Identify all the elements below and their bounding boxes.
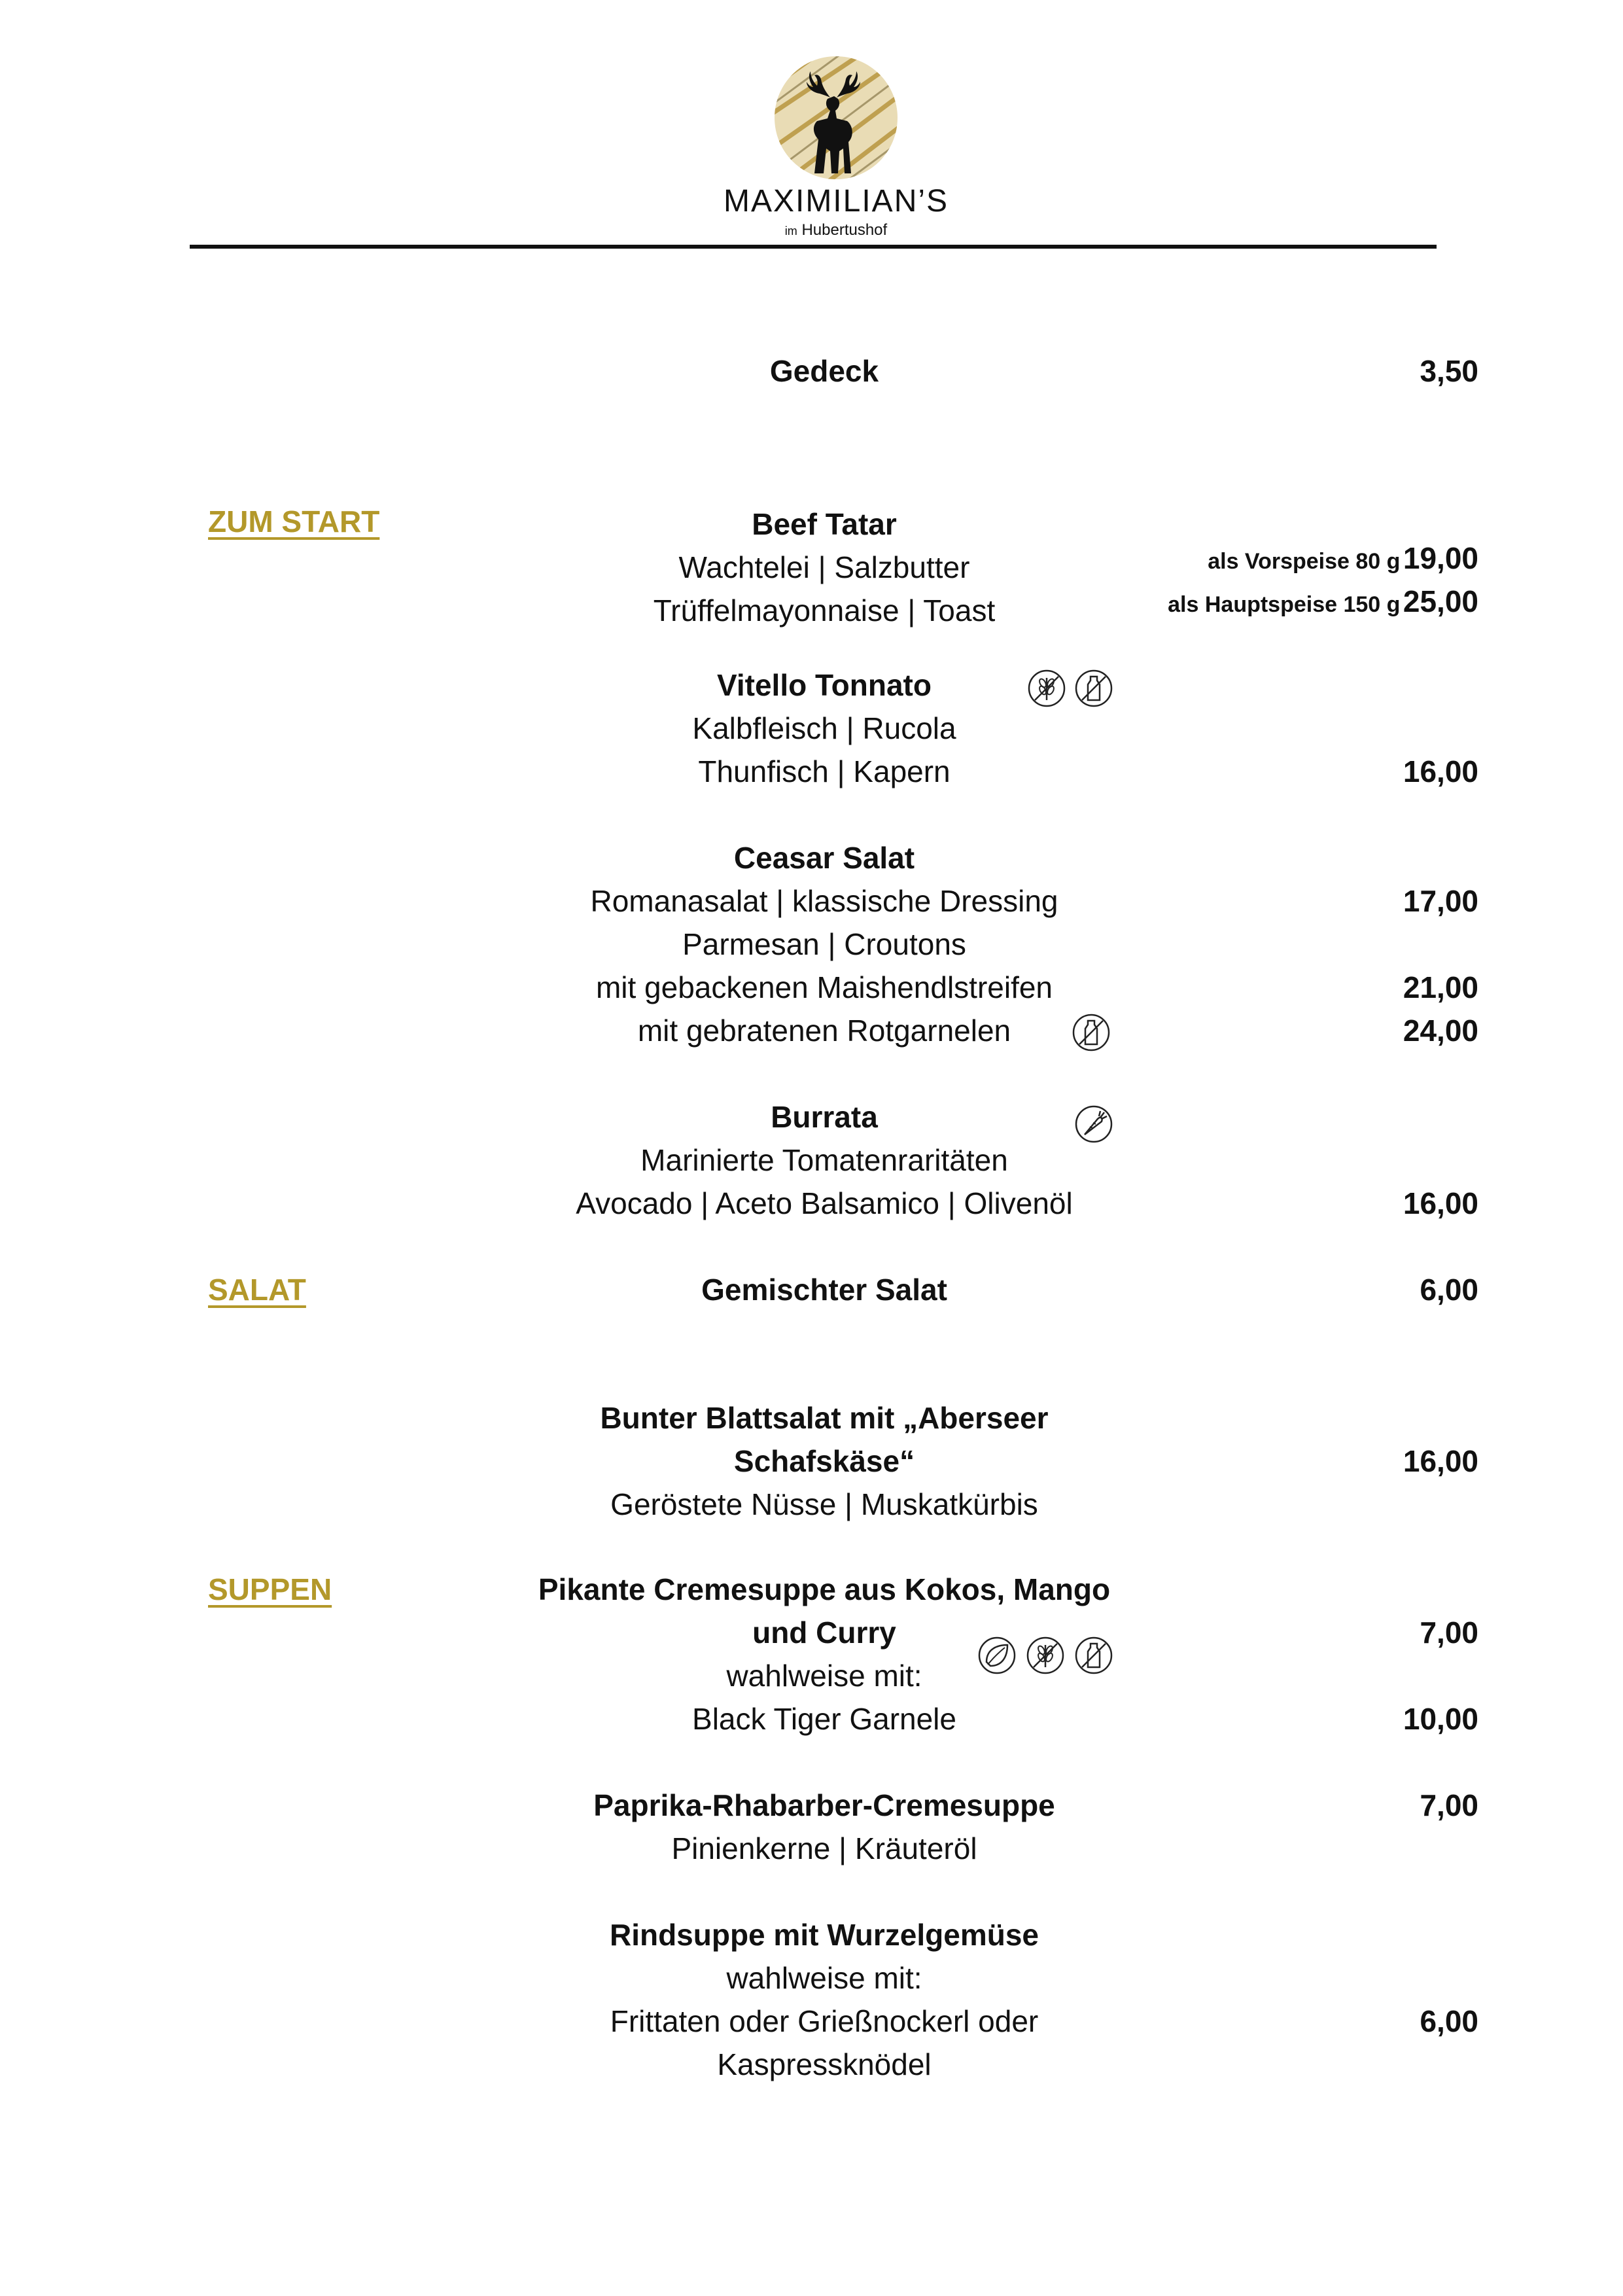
paprika-soup-price: 7,00 bbox=[1420, 1788, 1478, 1822]
vitello-price: 16,00 bbox=[1403, 754, 1478, 788]
dish-line: Parmesan | Croutons bbox=[682, 927, 966, 961]
caesar-price-chicken: 21,00 bbox=[1403, 970, 1478, 1004]
header-divider bbox=[190, 245, 1437, 249]
dish-line: Kalbfleisch | Rucola bbox=[692, 711, 956, 745]
curry-soup-prawn-price: 10,00 bbox=[1403, 1702, 1478, 1736]
price-label: als Hauptspeise 150 g bbox=[1168, 592, 1401, 617]
dish-line: wahlweise mit: bbox=[726, 1961, 922, 1995]
dish-title: und Curry bbox=[752, 1616, 896, 1650]
dish-title: Rindsuppe mit Wurzelgemüse bbox=[609, 1918, 1039, 1952]
dish-line: Frittaten oder Grießnockerl oder bbox=[610, 2004, 1039, 2038]
caesar-price-prawns: 24,00 bbox=[1403, 1014, 1478, 1048]
section-zum-start: ZUM START bbox=[208, 504, 380, 539]
dish-leaf-salad bbox=[497, 1396, 1151, 1526]
dish-line: Romanasalat | klassische Dressing bbox=[590, 884, 1058, 918]
dish-title: Vitello Tonnato bbox=[717, 668, 932, 702]
leaf-salad-price: 16,00 bbox=[1403, 1444, 1478, 1478]
dish-caesar-salad bbox=[497, 836, 1151, 1052]
dish-burrata bbox=[497, 1095, 1151, 1225]
dish-title: Ceasar Salat bbox=[733, 841, 915, 875]
burrata-price: 16,00 bbox=[1403, 1186, 1478, 1220]
dish-line: wahlweise mit: bbox=[726, 1659, 922, 1693]
leaf-icon bbox=[977, 1636, 1017, 1675]
cover-price: 3,50 bbox=[1420, 354, 1478, 388]
dish-line: mit gebratenen Rotgarnelen bbox=[637, 1014, 1011, 1048]
dish-title: Burrata bbox=[771, 1100, 878, 1134]
wheat-icon bbox=[1027, 669, 1066, 708]
beef-soup-price: 6,00 bbox=[1420, 2004, 1478, 2038]
section-salat: SALAT bbox=[208, 1273, 306, 1307]
section-suppen: SUPPEN bbox=[208, 1572, 332, 1606]
dish-line: Geröstete Nüsse | Muskatkürbis bbox=[610, 1487, 1038, 1521]
price-value: 25,00 bbox=[1403, 584, 1478, 618]
brand-subtitle bbox=[746, 221, 926, 239]
dish-title: Schafskäse“ bbox=[733, 1444, 915, 1478]
dish-line: Marinierte Tomatenraritäten bbox=[640, 1143, 1008, 1177]
brand-subtitle-name: Hubertushof bbox=[801, 221, 888, 239]
brand-name: MAXIMILIAN’S bbox=[723, 184, 949, 219]
caesar-price: 17,00 bbox=[1403, 884, 1478, 918]
price-label: als Vorspeise 80 g bbox=[1208, 549, 1401, 574]
brand-subtitle-prefix: im bbox=[784, 224, 797, 238]
dish-title: Paprika-Rhabarber-Cremesuppe bbox=[593, 1788, 1055, 1822]
mixed-salad-price: 6,00 bbox=[1420, 1273, 1478, 1307]
dish-title: Bunter Blattsalat mit „Aberseer bbox=[600, 1401, 1049, 1435]
carrot-icon bbox=[1074, 1104, 1113, 1144]
dish-line: Trüffelmayonnaise | Toast bbox=[653, 593, 996, 627]
cover-title: Gedeck bbox=[769, 354, 879, 388]
milk-bottle-icon bbox=[1072, 1013, 1111, 1052]
dish-paprika-soup bbox=[497, 1784, 1151, 1870]
dish-title: Pikante Cremesuppe aus Kokos, Mango bbox=[538, 1572, 1111, 1606]
dish-line: Pinienkerne | Kräuteröl bbox=[671, 1831, 977, 1865]
dish-line: Thunfisch | Kapern bbox=[698, 754, 951, 788]
milk-bottle-icon bbox=[1074, 1636, 1113, 1675]
dish-mixed-salad: Gemischter Salat bbox=[701, 1273, 947, 1307]
dish-beef-soup bbox=[497, 1913, 1151, 2086]
stag-logo-icon bbox=[774, 56, 898, 180]
milk-bottle-icon bbox=[1074, 669, 1113, 708]
price-value: 19,00 bbox=[1403, 541, 1478, 575]
dish-line: mit gebackenen Maishendlstreifen bbox=[595, 970, 1053, 1004]
dish-title: Beef Tatar bbox=[752, 507, 897, 541]
beef-tatar-price-main bbox=[1021, 580, 1478, 631]
dish-line: Black Tiger Garnele bbox=[692, 1702, 956, 1736]
dish-line: Wachtelei | Salzbutter bbox=[678, 550, 970, 584]
curry-soup-price: 7,00 bbox=[1420, 1616, 1478, 1650]
dish-line: Avocado | Aceto Balsamico | Olivenöl bbox=[576, 1186, 1073, 1220]
dish-line: Kaspressknödel bbox=[717, 2047, 932, 2081]
wheat-icon bbox=[1026, 1636, 1065, 1675]
logo bbox=[774, 56, 898, 180]
